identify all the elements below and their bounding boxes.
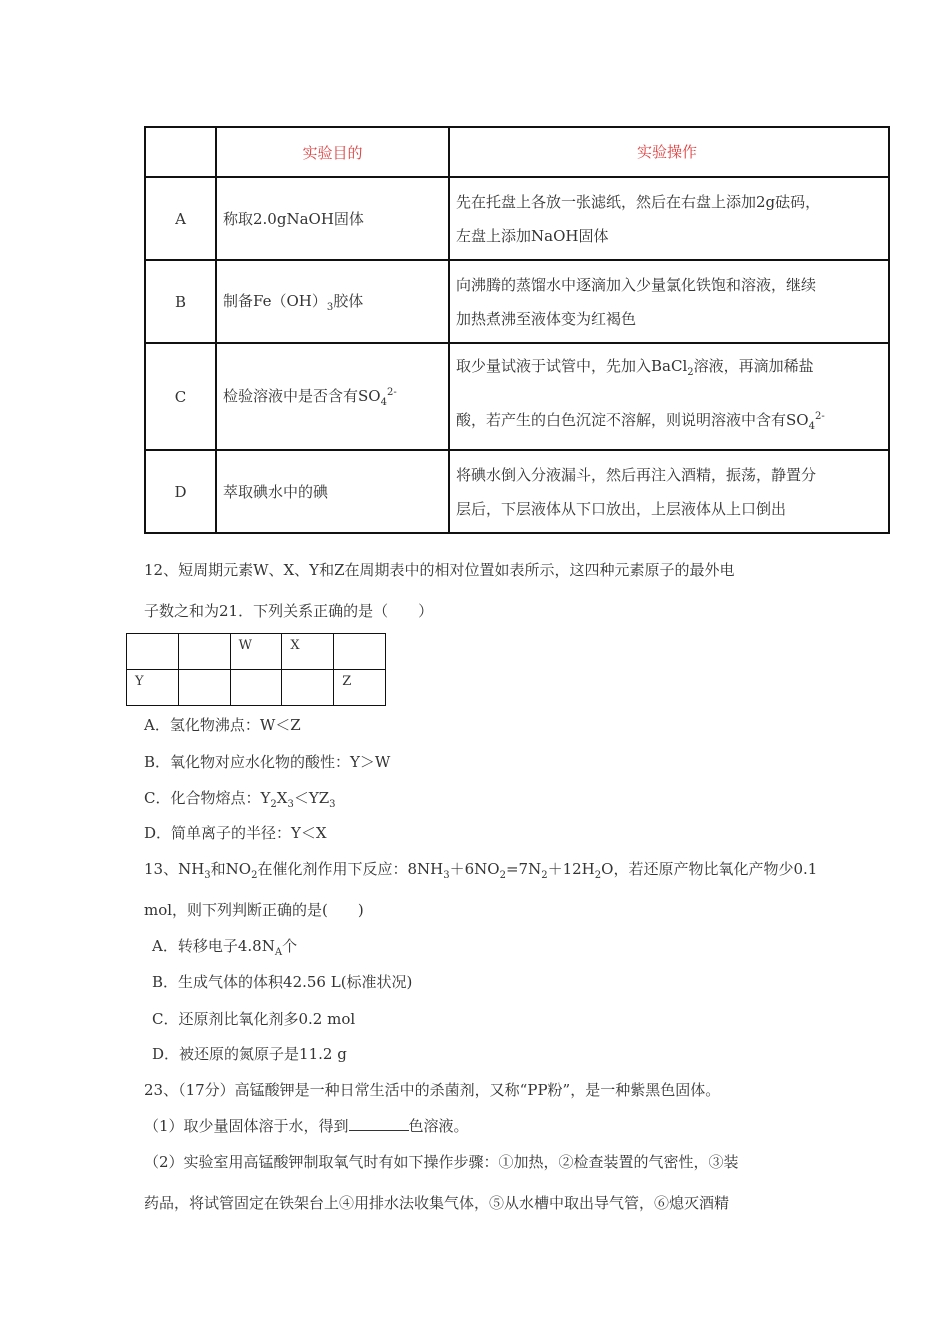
row-operation — [449, 177, 889, 260]
q23-part2-line2: 药品，将试管固定在铁架台上④用排水法收集气体，⑤从水槽中取出导气管，⑥熄灭酒精 — [144, 1194, 730, 1212]
subscript: 4 — [380, 397, 387, 408]
grid-cell — [127, 634, 179, 670]
grid-cell: Z — [334, 670, 386, 706]
periodic-position-table — [126, 633, 386, 706]
row-purpose: 称取2.0gNaOH固体 — [216, 177, 449, 260]
purpose-text: 制备Fe（OH） — [223, 292, 327, 310]
row-label: B — [145, 260, 216, 343]
row-operation — [449, 343, 889, 450]
purpose-text: 胶体 — [333, 292, 364, 310]
q13-option-d: D．被还原的氮原子是11.2 g — [152, 1045, 347, 1063]
row-label: C — [145, 343, 216, 450]
operation-line: 向沸腾的蒸馏水中逐滴加入少量氯化铁饱和溶液，继续 — [456, 275, 817, 294]
operation-text: 取少量试液于试管中，先加入BaCl — [456, 357, 688, 375]
answer-blank[interactable] — [349, 1116, 409, 1131]
operation-line: 先在托盘上各放一张滤纸，然后在右盘上添加2g砝码， — [456, 192, 821, 211]
q12-option-a: A．氢化物沸点：W＜Z — [144, 716, 301, 734]
question-text: （1）取少量固体溶于水，得到 — [144, 1117, 349, 1135]
subscript: 2 — [687, 367, 694, 378]
purpose-text: 检验溶液中是否含有SO — [223, 387, 381, 405]
grid-cell: Y — [127, 670, 179, 706]
superscript: 2- — [386, 387, 397, 398]
grid-cell — [178, 670, 230, 706]
q12-stem-line2: 子数之和为21．下列关系正确的是（ ） — [144, 602, 434, 620]
subscript: 3 — [326, 302, 334, 313]
operation-text: 溶液，再滴加稀盐 — [693, 357, 814, 375]
q13-option-b: B．生成气体的体积42.56 L(标准状况) — [152, 973, 413, 991]
operation-text: 酸，若产生的白色沉淀不溶解，则说明溶液中含有SO — [456, 411, 809, 429]
q13-option-c: C．还原剂比氧化剂多0.2 mol — [152, 1010, 356, 1028]
operation-line — [456, 395, 884, 449]
q23-stem-line1: 23、（17分）高锰酸钾是一种日常生活中的杀菌剂，又称“PP粉”，是一种紫黑色固体。 — [144, 1081, 721, 1099]
option-text: 个 — [282, 937, 298, 955]
question-text: 色溶液。 — [408, 1117, 469, 1135]
subscript: A — [274, 947, 283, 958]
grid-cell — [230, 670, 282, 706]
table-row — [145, 260, 889, 343]
operation-line: 将碘水倒入分液漏斗，然后再注入酒精，振荡，静置分 — [456, 465, 817, 484]
operation-line: 层后，下层液体从下口放出，上层液体从上口倒出 — [456, 499, 787, 518]
row-label: A — [145, 177, 216, 260]
operation-line: 左盘上添加NaOH固体 — [456, 226, 609, 245]
q23-part1 — [144, 1115, 469, 1136]
table-row — [145, 177, 889, 260]
grid-cell: W — [230, 634, 282, 670]
row-purpose — [216, 260, 449, 343]
table-row — [145, 343, 889, 450]
q12-option-b: B．氧化物对应水化物的酸性：Y＞W — [144, 753, 391, 771]
grid-cell: X — [282, 634, 334, 670]
option-text: A．转移电子4.8N — [152, 937, 275, 955]
superscript: 2- — [814, 411, 825, 422]
grid-cell — [282, 670, 334, 706]
q12-stem-line1: 12、短周期元素W、X、Y和Z在周期表中的相对位置如表所示，这四种元素原子的最外电 — [144, 561, 735, 579]
header-operation: 实验操作 — [449, 127, 889, 177]
operation-line — [456, 344, 884, 395]
q23-part2-line1: （2）实验室用高锰酸钾制取氧气时有如下操作步骤：①加热，②检查装置的气密性，③装 — [144, 1153, 739, 1171]
row-label: D — [145, 450, 216, 533]
subscript: 4 — [808, 421, 815, 432]
row-operation — [449, 260, 889, 343]
table-row — [145, 450, 889, 533]
row-purpose — [216, 343, 449, 450]
experiment-table — [144, 126, 890, 534]
grid-cell — [178, 634, 230, 670]
option-text: C．化合物熔点：Y — [144, 789, 271, 807]
q13-stem-line1: 13、$NH_3$和$NO_2$在催化剂作用下反应：$8NH_3+6NO_2=7N_2+12H_2O$，若还原产物比氧化产物少0.1 — [144, 860, 818, 881]
row-purpose: 萃取碘水中的碘 — [216, 450, 449, 533]
q13-stem-line2: mol，则下列判断正确的是( ) — [144, 901, 364, 919]
grid-cell — [334, 634, 386, 670]
q12-option-d: D．简单离子的半径：Y＜X — [144, 824, 327, 842]
q12-option-c: C．化合物熔点：$Y_2X_3<YZ_3$ — [144, 789, 336, 810]
operation-line: 加热煮沸至液体变为红褐色 — [456, 309, 637, 328]
q13-option-a — [152, 935, 297, 958]
header-purpose: 实验目的 — [216, 127, 449, 177]
header-blank-cell — [145, 127, 216, 177]
row-operation — [449, 450, 889, 533]
